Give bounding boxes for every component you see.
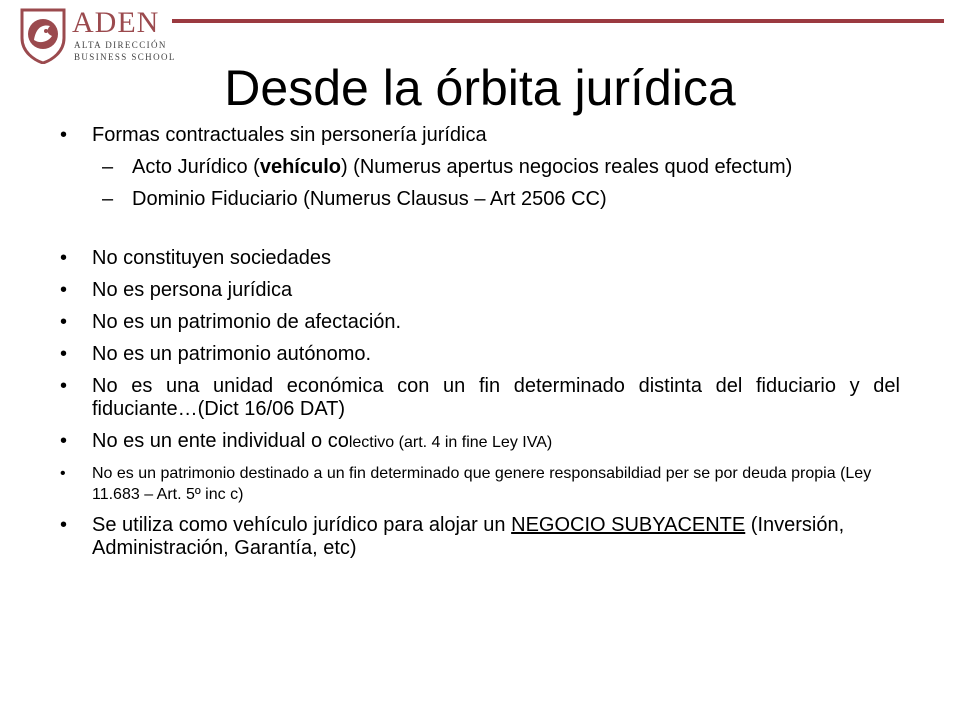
list-item: • Se utiliza como vehículo jurídico para alojar un NEGOCIO SUBYACENTE (Inversión, Administración, Garantía, etc) [60,514,845,559]
underlined-term: NEGOCIO SUBYACENTE [511,514,746,536]
logo-tagline-1: ALTA DIRECCIÓN [74,40,167,50]
bullet-marker: • [60,465,66,482]
list-item: • No es persona jurídica [60,279,293,301]
logo-tagline-2: BUSINESS SCHOOL [74,52,176,62]
lion-crest-icon [18,6,68,64]
list-item: • No es una unidad económica con un fin determinado distinta del fiduciario y del fiduciante…(Dict 16/06 DAT) [60,375,900,420]
dash-marker: – [102,156,114,178]
bullet-marker: • [60,124,68,146]
bullet-marker: • [60,430,68,452]
logo-brand-text: ADEN [72,6,160,39]
list-item: • No es un patrimonio autónomo. [60,343,372,365]
bullet-marker: • [60,311,68,333]
header-rule [172,19,944,23]
list-item: • Formas contractuales sin personería jurídica [60,124,487,146]
bullet-marker: • [60,375,68,397]
bold-term: vehículo [259,156,341,178]
bullet-marker: • [60,279,68,301]
bullet-marker: • [60,343,68,365]
list-item: • No constituyen sociedades [60,247,332,269]
list-item: • No es un patrimonio de afectación. [60,311,402,333]
slide-title: Desde la órbita jurídica [224,60,736,116]
sub-list-item: – Acto Jurídico (vehículo) (Numerus apertus negocios reales quod efectum) [102,156,793,178]
sub-list-item: – Dominio Fiduciario (Numerus Clausus – Art 2506 CC) [102,188,607,210]
list-item: • No es un patrimonio destinado a un fin determinado que genere responsabildiad per se por deuda propia (Ley 11.683 – Art. 5º inc c) [60,465,872,503]
bullet-marker: • [60,514,68,536]
list-item: • No es un ente individual o colectivo (art. 4 in fine Ley IVA) [60,430,553,452]
dash-marker: – [102,188,114,210]
bullet-list [60,124,900,560]
bullet-marker: • [60,247,68,269]
